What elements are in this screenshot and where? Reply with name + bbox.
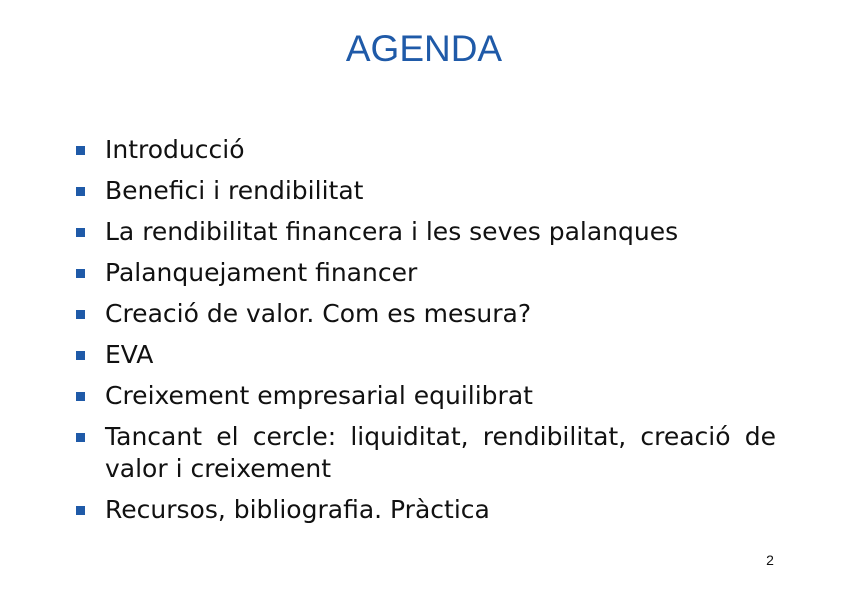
agenda-item [76, 421, 776, 485]
square-bullet-icon [76, 146, 85, 155]
square-bullet-icon [76, 269, 85, 278]
agenda-item-label: Benefici i rendibilitat [105, 176, 364, 205]
square-bullet-icon [76, 506, 85, 515]
agenda-item-label: Introducció [105, 135, 245, 164]
square-bullet-icon [76, 351, 85, 360]
agenda-item [76, 216, 776, 248]
square-bullet-icon [76, 310, 85, 319]
square-bullet-icon [76, 187, 85, 196]
agenda-list [76, 134, 776, 535]
page-number: 2 [766, 552, 774, 568]
agenda-item-label: Creixement empresarial equilibrat [105, 381, 533, 410]
agenda-item-label: Creació de valor. Com es mesura? [105, 299, 532, 328]
agenda-item-label: Recursos, bibliografia. Pràctica [105, 495, 490, 524]
square-bullet-icon [76, 228, 85, 237]
agenda-item-label: EVA [105, 340, 154, 369]
agenda-item [76, 134, 776, 166]
agenda-item [76, 339, 776, 371]
square-bullet-icon [76, 392, 85, 401]
agenda-item [76, 257, 776, 289]
agenda-item-label: La rendibilitat financera i les seves palanques [105, 217, 679, 246]
agenda-item [76, 494, 776, 526]
agenda-item [76, 175, 776, 207]
square-bullet-icon [76, 433, 85, 442]
slide-title: AGENDA [345, 28, 503, 69]
agenda-item [76, 298, 776, 330]
agenda-item-label: Palanquejament financer [105, 258, 418, 287]
agenda-item-label: Tancant el cercle: liquiditat, rendibilitat, creació de valor i creixement [105, 422, 776, 483]
agenda-item [76, 380, 776, 412]
